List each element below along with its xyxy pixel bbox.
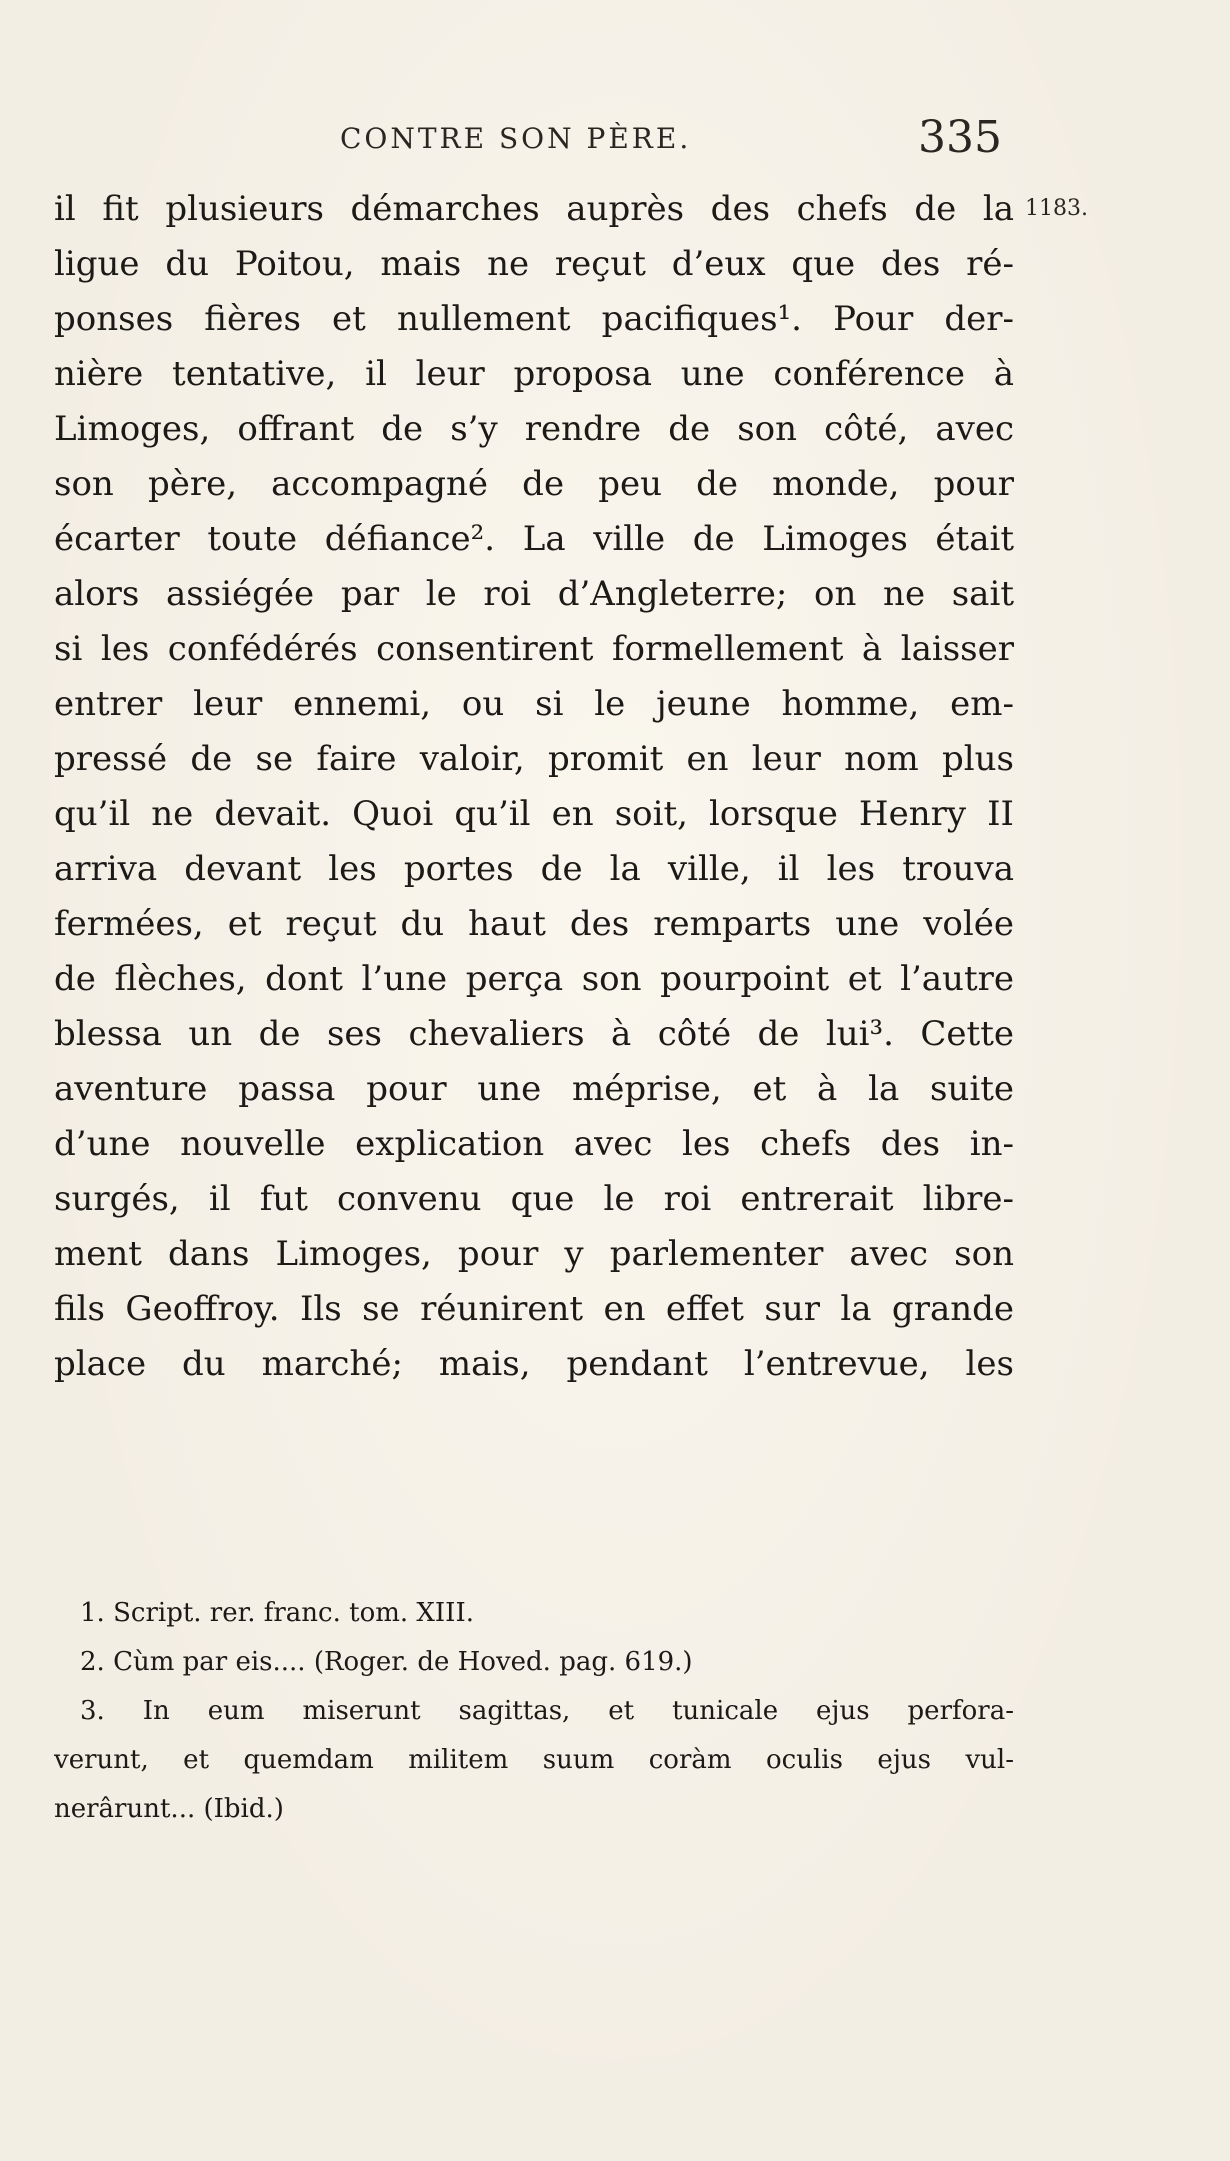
text-line: nière tentative, il leur proposa une conférence à xyxy=(54,354,1014,394)
margin-date-note: 1183. xyxy=(1025,196,1088,221)
text-line: entrer leur ennemi, ou si le jeune homme, em- xyxy=(54,684,1014,724)
text-line: fils Geoffroy. Ils se réunirent en effet sur la grande xyxy=(54,1289,1014,1329)
text-line: de flèches, dont l’une perça son pourpoint et l’autre xyxy=(54,959,1014,999)
text-line: alors assiégée par le roi d’Angleterre; on ne sait xyxy=(54,574,1014,614)
footnote-continuation: nerârunt... (Ibid.) xyxy=(54,1794,284,1824)
text-line: son père, accompagné de peu de monde, pour xyxy=(54,464,1014,504)
text-line: aventure passa pour une méprise, et à la suite xyxy=(54,1069,1014,1109)
text-line: fermées, et reçut du haut des remparts une volée xyxy=(54,904,1014,944)
page-header xyxy=(0,112,1230,172)
text-line: si les confédérés consentirent formellement à laisser xyxy=(54,629,1014,669)
body-text xyxy=(54,182,1014,1392)
text-line: blessa un de ses chevaliers à côté de lui³. Cette xyxy=(54,1014,1014,1054)
text-line: il fit plusieurs démarches auprès des chefs de la xyxy=(54,189,1014,229)
page-number: 335 xyxy=(918,112,1002,163)
footnote: 3. In eum miserunt sagittas, et tunicale ejus perfora- xyxy=(80,1696,1014,1726)
text-line: pressé de se faire valoir, promit en leur nom plus xyxy=(54,739,1014,779)
footnote-continuation: verunt, et quemdam militem suum coràm oculis ejus vul- xyxy=(54,1745,1014,1775)
text-line: ment dans Limoges, pour y parlementer avec son xyxy=(54,1234,1014,1274)
text-line: écarter toute défiance². La ville de Limoges était xyxy=(54,519,1014,559)
text-line: ligue du Poitou, mais ne reçut d’eux que des ré- xyxy=(54,244,1014,284)
footnote: 2. Cùm par eis.... (Roger. de Hoved. pag. 619.) xyxy=(80,1647,693,1677)
text-line: ponses fières et nullement pacifiques¹. Pour der- xyxy=(54,299,1014,339)
text-line: d’une nouvelle explication avec les chefs des in- xyxy=(54,1124,1014,1164)
text-line: qu’il ne devait. Quoi qu’il en soit, lorsque Henry II xyxy=(54,794,1014,834)
running-head: CONTRE SON PÈRE. xyxy=(340,122,692,155)
text-line: surgés, il fut convenu que le roi entrerait libre- xyxy=(54,1179,1014,1219)
text-line: arriva devant les portes de la ville, il les trouva xyxy=(54,849,1014,889)
footnotes xyxy=(54,1589,1014,1834)
text-line: Limoges, offrant de s’y rendre de son côté, avec xyxy=(54,409,1014,449)
text-line: place du marché; mais, pendant l’entrevue, les xyxy=(54,1344,1014,1384)
footnote: 1. Script. rer. franc. tom. XIII. xyxy=(80,1598,474,1628)
